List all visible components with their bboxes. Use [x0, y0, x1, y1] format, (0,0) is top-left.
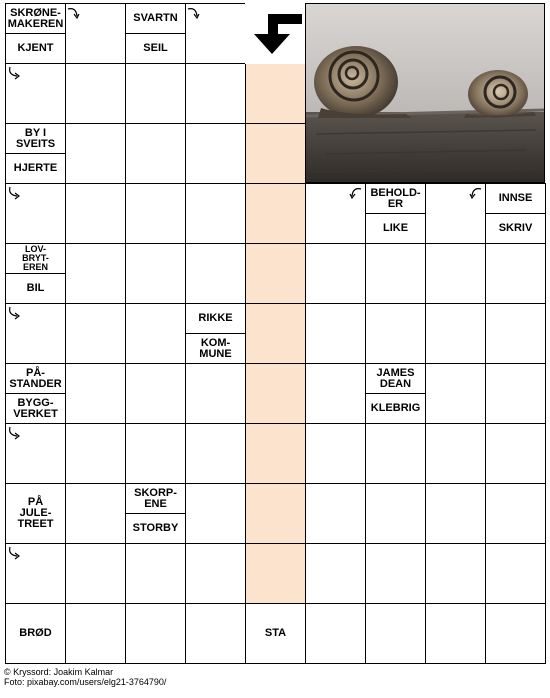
highlighted-grid-cell[interactable] [245, 183, 306, 244]
clue-cell: BYGG- VERKET [5, 393, 66, 424]
grid-cell[interactable] [125, 423, 186, 484]
grid-cell[interactable] [365, 603, 426, 664]
clue-cell: RIKKE [185, 303, 246, 334]
clue-cell: SVARTN [125, 3, 186, 34]
grid-cell[interactable] [125, 63, 186, 124]
grid-cell[interactable] [185, 123, 246, 184]
curved-arrow-icon [348, 186, 362, 200]
clue-cell: SKRIV [485, 213, 546, 244]
clue-cell: BRØD [5, 603, 66, 664]
grid-cell[interactable] [125, 363, 186, 424]
credits-line-photo: Foto: pixabay.com/users/elg21-3764790/ [4, 677, 167, 687]
credits [4, 667, 166, 687]
grid-cell[interactable] [425, 483, 486, 544]
clue-cell: LOV- BRYT- EREN [5, 243, 66, 274]
grid-cell[interactable] [65, 123, 126, 184]
grid-cell[interactable] [305, 543, 366, 604]
grid-cell[interactable] [425, 603, 486, 664]
grid-cell[interactable] [185, 63, 246, 124]
clue-cell: STORBY [125, 513, 186, 544]
clue-cell: SKRØNE- MAKEREN [5, 3, 66, 34]
grid-cell[interactable] [185, 543, 246, 604]
grid-cell[interactable] [485, 603, 546, 664]
highlighted-grid-cell[interactable] [245, 63, 306, 124]
grid-cell[interactable] [425, 363, 486, 424]
grid-cell[interactable] [305, 483, 366, 544]
curved-arrow-icon [468, 186, 482, 200]
highlighted-grid-cell[interactable] [245, 363, 306, 424]
curved-arrow-icon [7, 186, 21, 200]
clue-cell: BY I SVEITS [5, 123, 66, 154]
grid-cell[interactable] [425, 303, 486, 364]
grid-cell[interactable] [65, 303, 126, 364]
grid-cell[interactable] [485, 303, 546, 364]
clue-cell: PÅ JULE- TREET [5, 483, 66, 544]
grid-cell[interactable] [485, 363, 546, 424]
grid-cell[interactable] [485, 423, 546, 484]
clue-cell: KJENT [5, 33, 66, 64]
grid-cell[interactable] [185, 183, 246, 244]
grid-cell[interactable] [365, 483, 426, 544]
highlighted-grid-cell[interactable] [245, 123, 306, 184]
grid-cell[interactable] [125, 183, 186, 244]
grid-cell[interactable] [185, 363, 246, 424]
grid-cell[interactable] [485, 243, 546, 304]
grid-cell[interactable] [125, 303, 186, 364]
grid-cell[interactable] [125, 543, 186, 604]
grid-cell[interactable] [185, 603, 246, 664]
grid-cell[interactable] [65, 63, 126, 124]
curved-arrow-icon [7, 546, 21, 560]
clue-cell: HJERTE [5, 153, 66, 184]
highlighted-grid-cell[interactable] [245, 483, 306, 544]
grid-cell[interactable] [65, 603, 126, 664]
clue-cell: SEIL [125, 33, 186, 64]
highlighted-grid-cell[interactable] [245, 243, 306, 304]
clue-cell: INNSE [485, 183, 546, 214]
grid-cell[interactable] [185, 243, 246, 304]
grid-cell[interactable] [305, 603, 366, 664]
grid-cell[interactable] [65, 483, 126, 544]
clue-cell: KLEBRIG [365, 393, 426, 424]
highlighted-grid-cell[interactable] [245, 543, 306, 604]
grid-cell[interactable] [485, 543, 546, 604]
credits-line-crossword: © Kryssord: Joakim Kalmar [4, 667, 114, 677]
curved-arrow-icon [187, 6, 201, 20]
curved-arrow-icon [67, 6, 81, 20]
clue-cell: BEHOLD- ER [365, 183, 426, 214]
clue-cell: KOM- MUNE [185, 333, 246, 364]
grid-cell[interactable] [65, 363, 126, 424]
curved-arrow-icon [7, 426, 21, 440]
highlighted-grid-cell[interactable] [245, 303, 306, 364]
grid-cell[interactable] [65, 243, 126, 304]
clue-cell: BIL [5, 273, 66, 304]
grid-cell[interactable] [65, 183, 126, 244]
grid-cell[interactable] [365, 303, 426, 364]
clue-cell: STA [245, 603, 306, 664]
grid-cell[interactable] [125, 123, 186, 184]
grid-cell[interactable] [305, 303, 366, 364]
curved-arrow-icon [7, 306, 21, 320]
grid-cell[interactable] [305, 423, 366, 484]
clue-cell: PÅ- STANDER [5, 363, 66, 394]
grid-cell[interactable] [185, 483, 246, 544]
grid-cell[interactable] [425, 423, 486, 484]
grid-cell[interactable] [365, 543, 426, 604]
snail-photo [305, 3, 545, 183]
grid-cell[interactable] [185, 423, 246, 484]
snail-illustration [306, 4, 545, 183]
grid-cell[interactable] [65, 423, 126, 484]
grid-cell[interactable] [305, 363, 366, 424]
clue-cell: SKORP- ENE [125, 483, 186, 514]
grid-cell[interactable] [365, 243, 426, 304]
grid-cell[interactable] [365, 423, 426, 484]
grid-cell[interactable] [65, 543, 126, 604]
clue-cell: LIKE [365, 213, 426, 244]
start-arrow-icon [248, 8, 304, 58]
grid-cell[interactable] [125, 243, 186, 304]
grid-cell[interactable] [305, 243, 366, 304]
highlighted-grid-cell[interactable] [245, 423, 306, 484]
curved-arrow-icon [7, 66, 21, 80]
grid-cell[interactable] [425, 243, 486, 304]
clue-cell: JAMES DEAN [365, 363, 426, 394]
grid-cell[interactable] [425, 543, 486, 604]
grid-cell[interactable] [125, 603, 186, 664]
grid-cell[interactable] [485, 483, 546, 544]
